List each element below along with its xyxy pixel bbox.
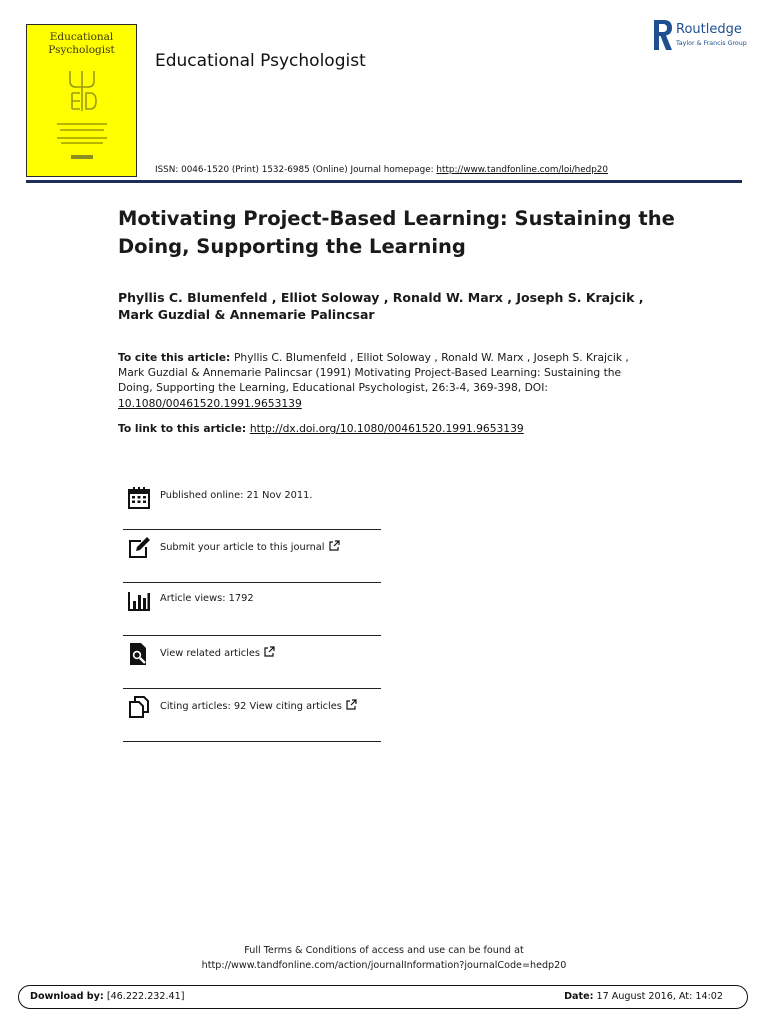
article-views-text: Article views: 1792 — [160, 593, 254, 604]
citation-doi-link[interactable]: 10.1080/00461520.1991.9653139 — [118, 396, 302, 410]
cover-emblem-icon — [64, 67, 100, 115]
download-date — [564, 991, 723, 1002]
terms-url[interactable]: http://www.tandfonline.com/action/journalInformation?journalCode=hedp20 — [201, 960, 567, 971]
download-info-bar — [18, 985, 748, 1009]
citation-text: Phyllis C. Blumenfeld , Elliot Soloway , Ronald W. Marx , Joseph S. Krajcik , Mark Guzdial & Annemarie Palincsar (1991) Motivating Project-Based Learning: Sustaining the Doing, Supporting the Learning, Educational Psychologist, 26:3-4, 369-398, DOI: — [118, 351, 629, 395]
calendar-icon — [127, 486, 151, 510]
info-related[interactable] — [123, 636, 381, 689]
header-divider — [26, 180, 742, 183]
cover-text-line — [60, 129, 104, 131]
info-views — [123, 583, 381, 636]
related-articles-link[interactable] — [160, 646, 275, 659]
citation-block — [118, 350, 658, 411]
search-document-icon — [127, 642, 151, 666]
journal-cover-image — [26, 24, 137, 177]
article-title: Motivating Project-Based Learning: Sustaining the Doing, Supporting the Learning — [118, 207, 675, 258]
external-link-icon — [346, 699, 357, 710]
cover-title-line1: Educational — [49, 31, 114, 43]
article-authors: Phyllis C. Blumenfeld , Elliot Soloway , Ronald W. Marx , Joseph S. Krajcik , Mark Guzdial & Annemarie Palincsar — [118, 290, 644, 322]
citation-label: To cite this article: — [118, 351, 234, 364]
info-citing[interactable] — [123, 689, 381, 742]
cover-text-line — [61, 142, 103, 144]
journal-homepage-link[interactable]: http://www.tandfonline.com/loi/hedp20 — [436, 165, 609, 175]
terms-notice — [0, 943, 768, 973]
submit-article-link[interactable] — [160, 540, 340, 553]
edit-pencil-icon — [127, 536, 151, 560]
info-published — [123, 480, 381, 530]
issn-text: ISSN: 0046-1520 (Print) 1532-6985 (Online) Journal homepage: — [155, 165, 437, 175]
download-ip: [46.222.232.41] — [103, 991, 185, 1002]
cover-title-line2: Psychologist — [48, 44, 115, 56]
cover-text-line — [57, 123, 107, 125]
publisher-subtitle: Taylor & Francis Group — [676, 40, 747, 47]
related-articles-label: View related articles — [160, 648, 260, 659]
external-link-icon — [264, 646, 275, 657]
external-link-icon — [329, 540, 340, 551]
citing-documents-icon — [127, 695, 151, 719]
download-label: Download by: — [30, 991, 104, 1002]
submit-article-label: Submit your article to this journal — [160, 542, 325, 553]
bar-chart-icon — [127, 589, 151, 613]
issn-line — [155, 165, 608, 175]
published-date-text: Published online: 21 Nov 2011. — [160, 490, 313, 501]
date-value: 17 August 2016, At: 14:02 — [593, 991, 723, 1002]
cover-title — [27, 31, 136, 57]
download-by — [30, 991, 185, 1002]
terms-line-1: Full Terms & Conditions of access and use can be found at — [244, 945, 524, 956]
citing-articles-label: Citing articles: 92 View citing articles — [160, 701, 342, 712]
article-info-list — [123, 480, 381, 742]
routledge-r-icon — [652, 20, 672, 50]
cover-text-line — [57, 137, 107, 139]
citing-articles-link[interactable] — [160, 699, 357, 712]
publisher-name: Routledge — [676, 22, 742, 37]
date-label: Date: — [564, 991, 594, 1002]
link-label: To link to this article: — [118, 422, 250, 435]
journal-name[interactable]: Educational Psychologist — [155, 51, 366, 71]
article-link-line — [118, 421, 658, 436]
info-submit[interactable] — [123, 530, 381, 583]
cover-publisher-mark — [71, 155, 93, 159]
article-doi-link[interactable]: http://dx.doi.org/10.1080/00461520.1991.9653139 — [249, 422, 524, 435]
